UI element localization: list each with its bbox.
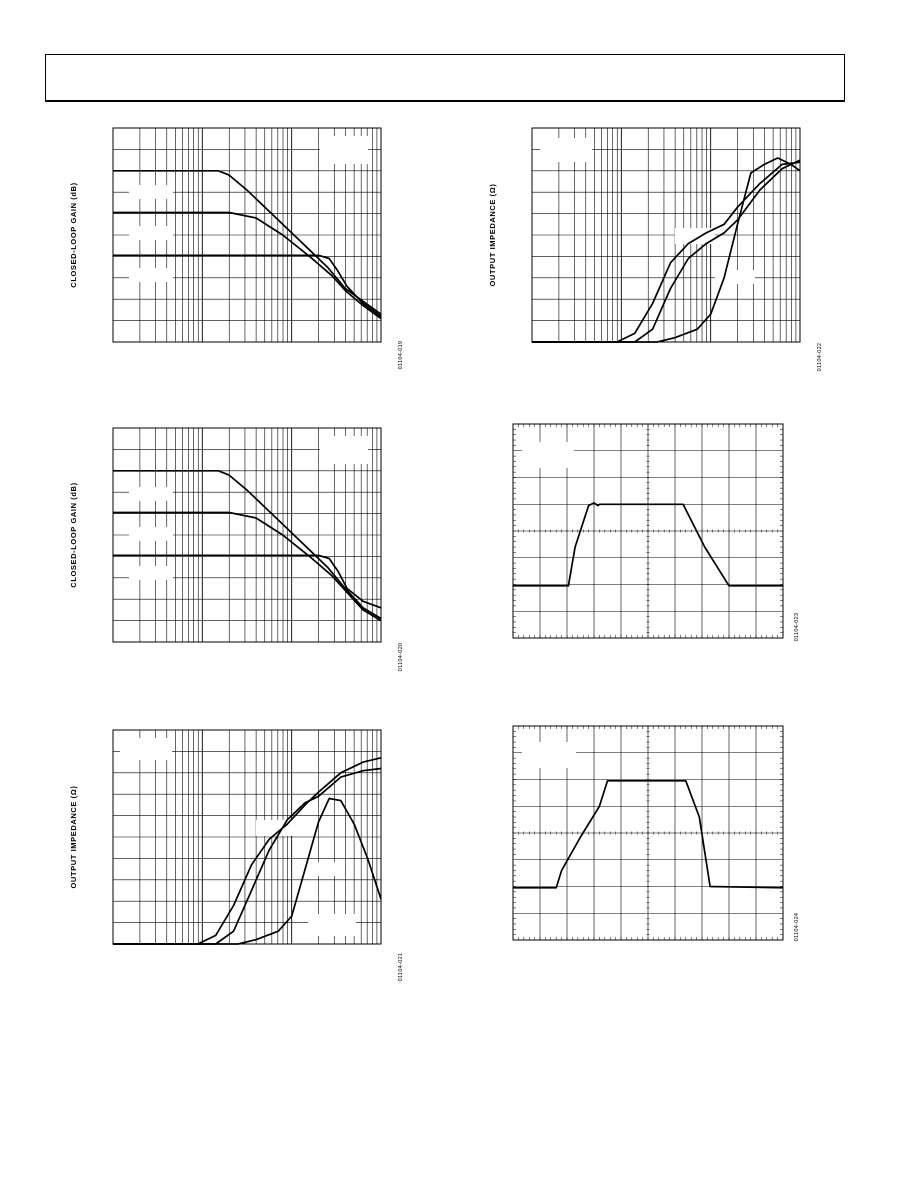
y-axis-label: CLOSED-LOOP GAIN (dB) [69,482,78,588]
grid [113,730,381,944]
series-line-2 [532,160,800,342]
figure-id: 01104-019 [398,340,404,370]
label-mask [540,138,592,162]
label-mask [320,136,368,164]
label-mask [715,270,755,284]
chart-6 [513,726,800,941]
figure-id: 01104-020 [398,642,404,672]
label-mask [129,487,173,501]
chart-5 [513,424,800,641]
chart-2 [69,428,404,671]
series-line-3 [113,555,381,608]
chart-4 [488,128,823,371]
label-mask [522,742,576,768]
label-mask [129,226,173,240]
label-mask [308,914,356,936]
figure-id: 01104-024 [794,912,800,942]
label-mask [120,738,172,760]
chart-3 [69,730,404,981]
label-mask [129,566,173,580]
label-mask [129,185,173,199]
label-mask [522,442,574,468]
chart-1 [69,128,404,369]
y-axis-label: OUTPUT IMPEDANCE (Ω) [488,183,497,287]
label-mask [129,268,173,282]
label-mask [129,527,173,541]
y-axis-label: OUTPUT IMPEDANCE (Ω) [69,785,78,889]
figure-id: 01104-022 [817,342,823,372]
series-line-3 [532,158,800,342]
figure-id: 01104-021 [398,952,404,982]
y-axis-label: CLOSED-LOOP GAIN (dB) [69,182,78,288]
label-mask [320,436,368,464]
figure-id: 01104-023 [794,612,800,642]
